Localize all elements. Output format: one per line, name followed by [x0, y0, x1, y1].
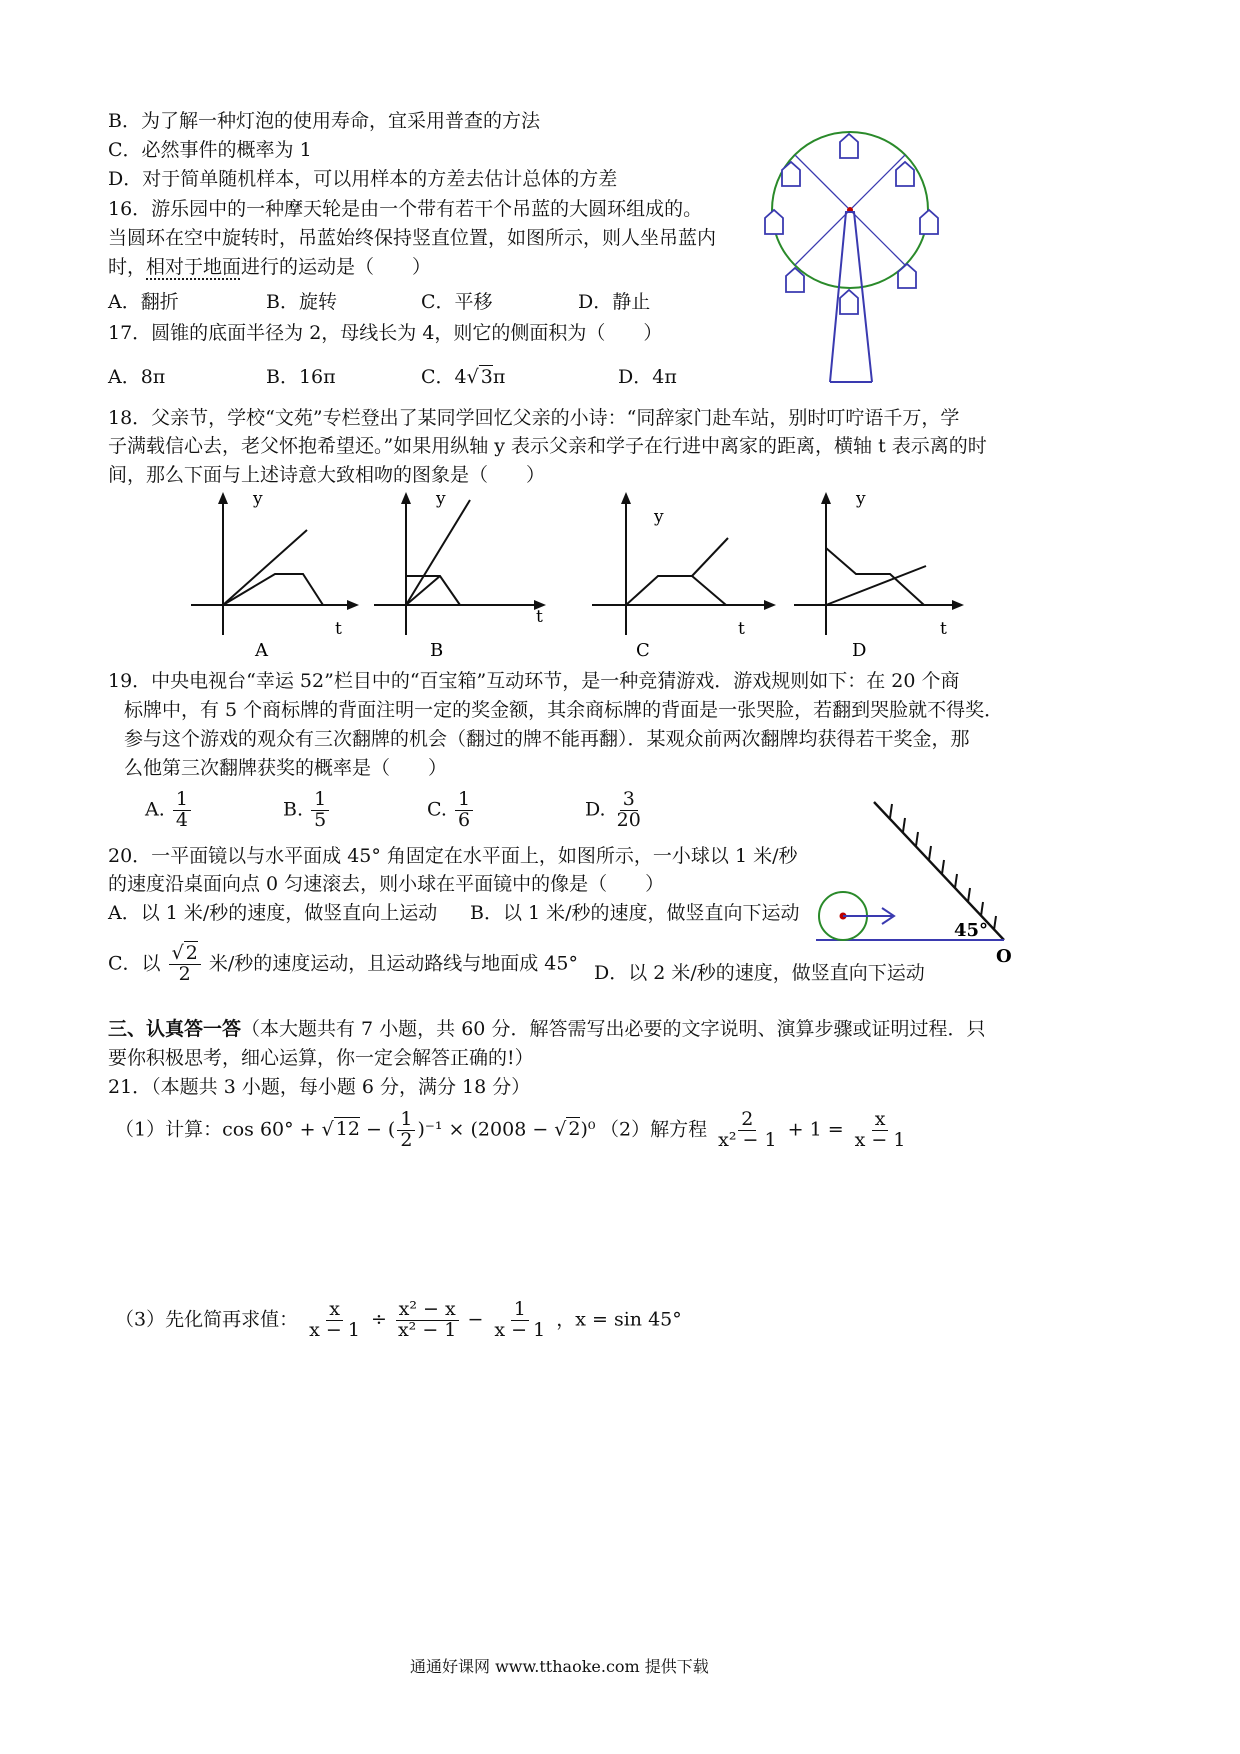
q16-emphasis: 相对于地面: [146, 256, 242, 278]
q21-part-2: （2）解方程 $\frac{2}{\text{x² − 1}}$ + 1 = $\frac{x}{x - 1}$: [600, 1108, 906, 1151]
q19-line-2: 标牌中，有 5 个商标牌的背面注明一定的奖金额，其余商标牌的背面是一张哭脸，若翻到哭脸就不得奖．: [124, 699, 1004, 721]
graph-d-t-label: t: [940, 619, 947, 639]
graph-a-y-label: y: [253, 490, 263, 509]
graph-b-y-label: y: [436, 490, 446, 509]
q19-option-c: C. $\frac{1}{6}$: [427, 790, 475, 831]
q20-option-a: A．以 1 米/秒的速度，做竖直向上运动: [108, 902, 438, 924]
q19-line-3: 参与这个游戏的观众有三次翻牌的机会（翻过的牌不能再翻）．某观众前两次翻牌均获得若干奖金，那: [124, 728, 970, 750]
q15-option-b: B．为了解一种灯泡的使用寿命，宜采用普查的方法: [108, 110, 540, 132]
q17-stem: 17．圆锥的底面半径为 2，母线长为 4，则它的侧面积为（ ）: [108, 322, 663, 344]
graph-a: [183, 490, 363, 660]
q16-option-d: D．静止: [578, 291, 651, 313]
q20-line-1: 20．一平面镜以与水平面成 45° 角固定在水平面上，如图所示，一小球以 1 米/秒: [108, 845, 798, 867]
q20-option-b: B．以 1 米/秒的速度，做竖直向下运动: [470, 902, 800, 924]
graph-c-label: C: [636, 640, 650, 660]
graph-d-y-label: y: [856, 490, 866, 509]
q16-line-1: 16．游乐园中的一种摩天轮是由一个带有若干个吊蓝的大圆环组成的。: [108, 198, 703, 220]
graph-b-t-label: t: [536, 607, 543, 627]
q16-option-c: C．平移: [421, 291, 493, 313]
q19-option-a: A. $\frac{1}{4}$: [145, 790, 193, 831]
graph-b: [370, 490, 555, 660]
angle-label: 45°: [954, 920, 989, 941]
q19-line-4: 么他第三次翻牌获奖的概率是（ ）: [124, 757, 448, 779]
q16-option-b: B．旋转: [266, 291, 337, 313]
footer-text: 通通好课网 www.tthaoke.com 提供下载: [410, 1657, 709, 1676]
q21-part-1: （1）计算：cos 60° + √ 12 − ( $\frac{1}{2}$ )⁻¹ × (2008 − √ 2)⁰: [115, 1108, 596, 1151]
q20-option-c: C．以 $\frac{√ 2}{2}$ 米/秒的速度运动，且运动路线与地面成 45°: [108, 942, 578, 985]
graph-c: [588, 490, 778, 660]
q15-option-d: D．对于简单随机样本，可以用样本的方差去估计总体的方差: [108, 168, 618, 190]
q18-line-3: 间，那么下面与上述诗意大致相吻的图象是（ ）: [108, 464, 546, 486]
q18-line-1: 18．父亲节，学校“文苑”专栏登出了某同学回忆父亲的小诗：“同辞家门赴车站，别时叮咛语千万，学: [108, 407, 960, 429]
section-3-intro: 三、认真答一答（本大题共有 7 小题，共 60 分．解答需写出必要的文字说明、演算步骤或证明过程．只: [108, 1018, 986, 1040]
q17-option-c: C．4√ 3π: [421, 366, 506, 388]
q15-option-c: C．必然事件的概率为 1: [108, 139, 312, 161]
q18-line-2: 子满载信心去，老父怀抱希望还。”如果用纵轴 y 表示父亲和学子在行进中离家的距离，横轴 t 表示离的时: [108, 435, 987, 457]
graph-d: [790, 490, 975, 660]
q20-option-d: D．以 2 米/秒的速度，做竖直向下运动: [594, 962, 925, 984]
q19-line-1: 19．中央电视台“幸运 52”栏目中的“百宝箱”互动环节，是一种竞猜游戏．游戏规则如下：在 20 个商: [108, 670, 960, 692]
q16-line-3: 时，相对于地面进行的运动是（ ）: [108, 256, 432, 278]
graph-c-y-label: y: [654, 507, 664, 527]
q20-line-2: 的速度沿桌面向点 0 匀速滚去，则小球在平面镜中的像是（ ）: [108, 873, 665, 895]
graph-a-t-label: t: [335, 619, 342, 639]
q16-option-a: A．翻折: [108, 291, 179, 313]
section-3-title: 三、认真答一答: [108, 1018, 242, 1040]
q17-option-b: B．16π: [266, 366, 336, 388]
q17-option-a: A．8π: [108, 366, 166, 388]
q21-header: 21．（本题共 3 小题，每小题 6 分，满分 18 分）: [108, 1076, 531, 1098]
graph-b-label: B: [430, 640, 444, 660]
section-3-line-2: 要你积极思考，细心运算，你一定会解答正确的!）: [108, 1047, 534, 1069]
mirror-figure: [812, 798, 1027, 968]
q17-option-d: D．4π: [618, 366, 677, 388]
graph-d-label: D: [852, 640, 867, 660]
q19-option-d: D. $\frac{3}{20}$: [585, 788, 641, 831]
graph-a-label: A: [255, 640, 268, 660]
ferris-wheel-figure: [760, 120, 950, 390]
point-o-label: O: [996, 946, 1012, 967]
graph-c-t-label: t: [738, 619, 745, 639]
q19-option-b: B. $\frac{1}{5}$: [283, 790, 331, 831]
q16-line-2: 当圆环在空中旋转时，吊蓝始终保持竖直位置，如图所示，则人坐吊蓝内: [108, 227, 717, 249]
q21-part-3: （3）先化简再求值： $\frac{x}{x - 1}$ ÷ $\frac{\text{x² − x}}{\text{x² − 1}}$ − $\frac{1}{x - 1}$ ，x = sin 45°: [115, 1298, 682, 1341]
